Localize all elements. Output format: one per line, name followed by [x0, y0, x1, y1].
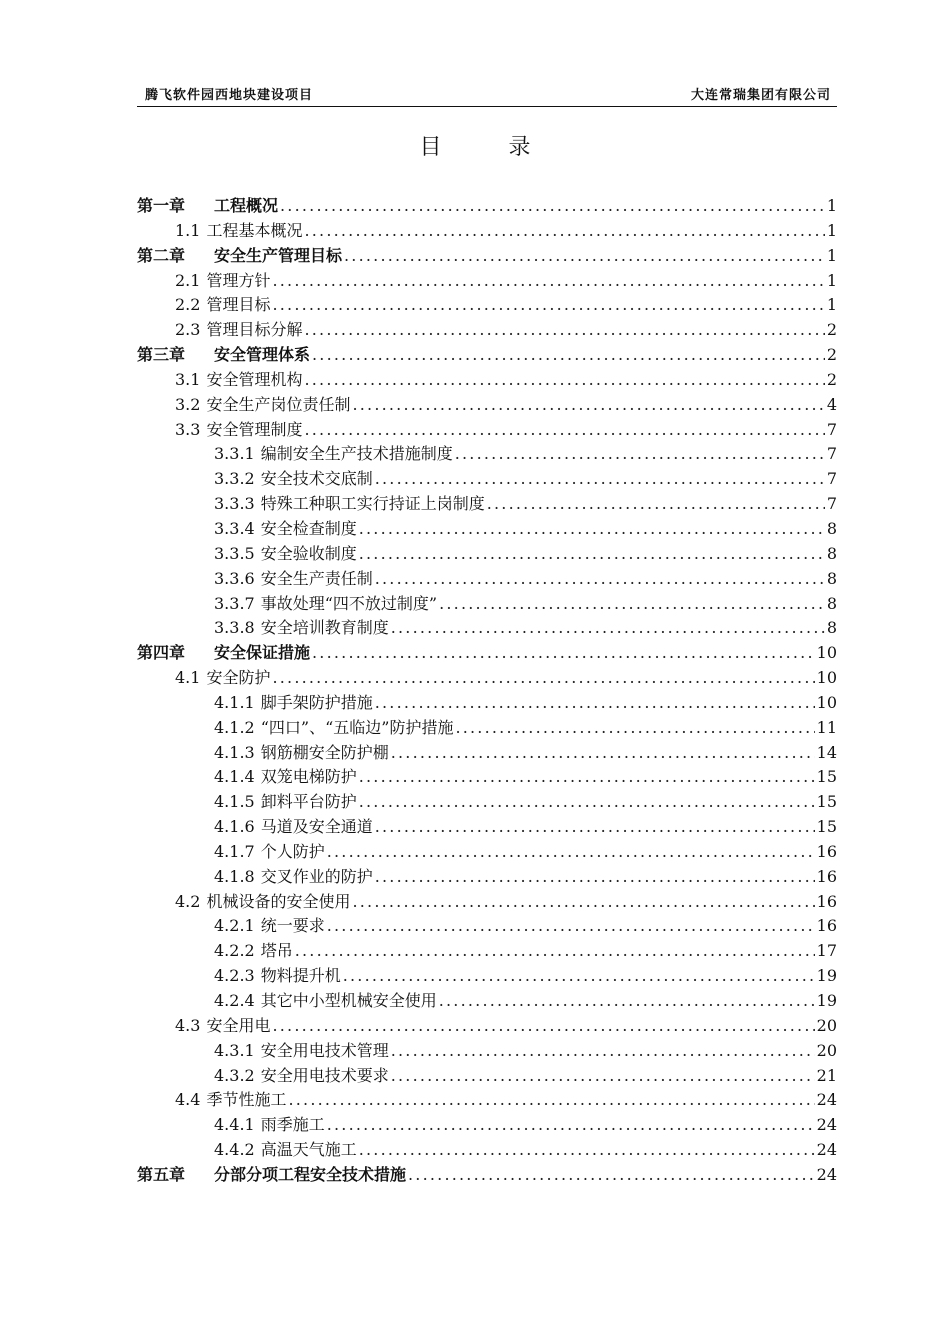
toc-entry-label: 安全管理机构: [206, 369, 303, 389]
toc-entry-label: 安全检查制度: [260, 518, 357, 538]
toc-dot-leader: [439, 989, 815, 1014]
toc-dot-leader: [327, 914, 815, 939]
toc-entry-page: 11: [816, 717, 837, 737]
toc-entry-number: 2.3: [175, 320, 201, 340]
toc-entry-page: 20: [816, 1040, 837, 1060]
toc-entry-number: 3.2: [175, 394, 201, 414]
toc-entry-number: 4.1.5: [214, 792, 255, 812]
toc-entry-number: 3.3.8: [214, 618, 255, 638]
toc-dot-leader: [352, 393, 824, 418]
toc-entry-label: 安全用电技术要求: [260, 1065, 389, 1085]
toc-entry[interactable]: [137, 989, 837, 1014]
toc-dot-leader: [408, 1163, 815, 1188]
toc-dot-leader: [439, 592, 825, 617]
toc-entry-number: 4.1.4: [214, 767, 255, 787]
toc-entry-page: 4: [826, 394, 837, 414]
toc-entry-number: 第一章: [137, 196, 186, 215]
toc-entry-page: 7: [826, 494, 837, 514]
toc-entry-label: 工程概况: [214, 196, 279, 215]
toc-entry-page: 2: [826, 369, 837, 389]
toc-entry-page: 8: [826, 568, 837, 588]
toc-entry[interactable]: [137, 269, 837, 294]
toc-entry-page: 24: [816, 1140, 837, 1160]
toc-entry-label: 安全用电技术管理: [260, 1040, 389, 1060]
toc-entry-page: 8: [826, 618, 837, 638]
toc-dot-leader: [359, 1138, 815, 1163]
toc-entry-label: 雨季施工: [260, 1115, 325, 1135]
toc-dot-leader: [272, 666, 814, 691]
toc-entry[interactable]: [137, 194, 837, 219]
toc-entry-label: 分部分项工程安全技术措施: [214, 1164, 407, 1184]
toc-entry-label: 季节性施工: [206, 1090, 287, 1110]
toc-entry-number: 4.2.4: [214, 991, 255, 1010]
toc-dot-leader: [327, 1113, 815, 1138]
toc-entry[interactable]: [137, 914, 837, 939]
toc-entry-number: 4.2.1: [214, 916, 255, 936]
toc-entry-number: 4.1.6: [214, 817, 255, 837]
toc-entry-label: 塔吊: [260, 941, 293, 961]
toc-dot-leader: [487, 492, 825, 517]
toc-entry[interactable]: [137, 542, 837, 567]
toc-entry-page: 1: [826, 270, 837, 290]
toc-entry-label: 管理目标: [206, 295, 271, 315]
toc-entry[interactable]: [137, 741, 837, 766]
toc-entry-page: 15: [816, 817, 837, 837]
toc-entry-number: 3.3.7: [214, 593, 255, 613]
toc-dot-leader: [391, 1039, 815, 1064]
toc-dot-leader: [272, 293, 824, 318]
toc-entry-label: 脚手架防护措施: [260, 692, 373, 712]
toc-entry-label: 安全生产岗位责任制: [206, 394, 351, 414]
toc-dot-leader: [352, 890, 814, 915]
toc-entry[interactable]: [137, 592, 837, 617]
toc-entry-label: 安全生产管理目标: [214, 245, 343, 265]
toc-dot-leader: [295, 939, 815, 964]
toc-entry-page: 16: [816, 891, 837, 911]
toc-dot-leader: [359, 790, 815, 815]
toc-entry-page: 16: [816, 916, 837, 936]
toc-entry-label: 物料提升机: [260, 966, 341, 986]
toc-entry-label: 安全保证措施: [214, 643, 311, 663]
toc-dot-leader: [312, 641, 815, 666]
toc-entry-label: 安全管理体系: [214, 345, 311, 365]
toc-entry-number: 4.4: [175, 1090, 201, 1110]
toc-entry-page: 24: [816, 1090, 837, 1110]
toc-entry[interactable]: [137, 442, 837, 467]
toc-entry[interactable]: [137, 1113, 837, 1138]
toc-entry[interactable]: [137, 641, 837, 666]
toc-entry-label: 安全生产责任制: [260, 568, 373, 588]
toc-entry-page: 1: [826, 196, 837, 215]
toc-entry-page: 1: [826, 295, 837, 315]
toc-entry-page: 7: [826, 444, 837, 464]
toc-entry-page: 15: [816, 792, 837, 812]
toc-dot-leader: [359, 517, 825, 542]
toc-entry-page: 8: [826, 543, 837, 563]
toc-entry-number: 2.1: [175, 270, 201, 290]
toc-entry-label: 管理方针: [206, 270, 271, 290]
toc-dot-leader: [343, 964, 815, 989]
toc-entry-label: 安全用电: [206, 1015, 271, 1035]
toc-entry-number: 第二章: [137, 245, 186, 265]
toc-dot-leader: [375, 567, 825, 592]
toc-entry-page: 19: [816, 991, 837, 1010]
toc-entry[interactable]: [137, 492, 837, 517]
toc-entry-page: 16: [816, 841, 837, 861]
toc-dot-leader: [272, 269, 824, 294]
toc-entry[interactable]: [137, 691, 837, 716]
toc-entry-number: 3.3.6: [214, 568, 255, 588]
toc-entry[interactable]: [137, 815, 837, 840]
toc-entry-number: 4.1: [175, 668, 201, 688]
toc-entry[interactable]: [137, 666, 837, 691]
toc-entry-label: 事故处理“四不放过制度”: [260, 593, 438, 613]
toc-entry[interactable]: [137, 964, 837, 989]
page-header: [137, 82, 837, 104]
toc-entry[interactable]: [137, 467, 837, 492]
toc-dot-leader: [359, 765, 815, 790]
toc-dot-leader: [375, 691, 815, 716]
toc-entry-page: 21: [816, 1065, 837, 1085]
toc-entry[interactable]: [137, 790, 837, 815]
toc-dot-leader: [375, 467, 825, 492]
toc-title: 目 录: [419, 135, 561, 160]
toc-entry-number: 4.1.2: [214, 717, 255, 737]
toc-entry-label: 卸料平台防护: [260, 792, 357, 812]
toc-entry-label: 马道及安全通道: [260, 817, 373, 837]
toc-dot-leader: [359, 542, 825, 567]
toc-entry-number: 3.3.5: [214, 543, 255, 563]
toc-dot-leader: [304, 318, 824, 343]
toc-entry-label: 统一要求: [260, 916, 325, 936]
toc-entry-number: 4.3.1: [214, 1040, 255, 1060]
toc-entry-label: “四口”、“五临边”防护措施: [260, 717, 454, 737]
toc-entry-label: 机械设备的安全使用: [206, 891, 351, 911]
toc-entry-number: 2.2: [175, 295, 201, 315]
toc-dot-leader: [280, 194, 825, 219]
toc-entry[interactable]: [137, 890, 837, 915]
toc-entry-number: 3.1: [175, 369, 201, 389]
toc-entry[interactable]: [137, 1138, 837, 1163]
toc-dot-leader: [455, 442, 825, 467]
toc-entry[interactable]: [137, 1088, 837, 1113]
toc-entry-page: 10: [816, 668, 837, 688]
toc-entry-page: 1: [826, 245, 837, 265]
toc-entry-label: 安全培训教育制度: [260, 618, 389, 638]
toc-entry-label: 工程基本概况: [206, 220, 303, 240]
toc-entry[interactable]: [137, 318, 837, 343]
toc-entry-page: 24: [816, 1115, 837, 1135]
toc-dot-leader: [304, 219, 824, 244]
toc-entry-page: 14: [816, 742, 837, 762]
toc-dot-leader: [272, 1014, 814, 1039]
toc-entry-number: 4.1.7: [214, 841, 255, 861]
toc-entry-number: 第五章: [137, 1164, 186, 1184]
toc-entry-number: 4.1.1: [214, 692, 255, 712]
toc-entry[interactable]: [137, 716, 837, 741]
toc-entry-number: 4.4.1: [214, 1115, 255, 1135]
toc-entry-number: 4.2.3: [214, 966, 255, 986]
toc-entry-page: 16: [816, 866, 837, 886]
toc-entry-label: 交叉作业的防护: [260, 866, 373, 886]
toc-entry-label: 高温天气施工: [260, 1140, 357, 1160]
toc-entry-page: 20: [816, 1015, 837, 1035]
toc-dot-leader: [391, 1064, 815, 1089]
toc-entry-page: 2: [826, 345, 837, 365]
toc-entry-label: 个人防护: [260, 841, 325, 861]
toc-entry[interactable]: [137, 1163, 837, 1188]
toc-dot-leader: [455, 716, 814, 741]
toc-entry-number: 4.3: [175, 1015, 201, 1035]
toc-entry-page: 8: [826, 593, 837, 613]
toc-dot-leader: [391, 741, 815, 766]
toc-entry[interactable]: [137, 368, 837, 393]
toc-entry-number: 4.2: [175, 891, 201, 911]
toc-entry-label: 双笼电梯防护: [260, 767, 357, 787]
toc-dot-leader: [375, 865, 815, 890]
toc-dot-leader: [391, 616, 825, 641]
toc-entry-label: 安全验收制度: [260, 543, 357, 563]
toc-dot-leader: [288, 1088, 814, 1113]
toc-entry-page: 7: [826, 469, 837, 489]
toc-entry-page: 10: [816, 692, 837, 712]
toc-entry[interactable]: [137, 616, 837, 641]
toc-entry-page: 24: [816, 1164, 837, 1184]
toc-entry[interactable]: [137, 765, 837, 790]
toc-entry-label: 特殊工种职工实行持证上岗制度: [260, 494, 485, 514]
toc-entry-page: 15: [816, 767, 837, 787]
toc-entry-number: 1.1: [175, 220, 201, 240]
toc-entry[interactable]: [137, 567, 837, 592]
toc-entry-page: 7: [826, 419, 837, 439]
header-divider: [137, 106, 837, 107]
toc-dot-leader: [304, 368, 824, 393]
toc-entry-label: 安全技术交底制: [260, 469, 373, 489]
toc-entry[interactable]: [137, 393, 837, 418]
toc-dot-leader: [304, 418, 824, 443]
toc-entry[interactable]: [137, 865, 837, 890]
toc-dot-leader: [327, 840, 815, 865]
toc-entry-number: 3.3.3: [214, 494, 255, 514]
header-project-name: 腾飞软件园西地块建设项目: [145, 88, 314, 103]
toc-entry-number: 4.3.2: [214, 1065, 255, 1085]
toc-entry[interactable]: [137, 1039, 837, 1064]
toc-entry[interactable]: [137, 939, 837, 964]
toc-entry-page: 2: [826, 320, 837, 340]
toc-entry[interactable]: [137, 517, 837, 542]
toc-dot-leader: [344, 244, 825, 269]
toc-entry-page: 8: [826, 518, 837, 538]
toc-entry[interactable]: [137, 1064, 837, 1089]
toc-entry-number: 4.2.2: [214, 941, 255, 961]
toc-dot-leader: [375, 815, 815, 840]
toc-entry[interactable]: [137, 244, 837, 269]
toc-entry[interactable]: [137, 418, 837, 443]
toc-entry-number: 3.3.4: [214, 518, 255, 538]
toc-entry-number: 第四章: [137, 643, 186, 663]
toc-entry[interactable]: [137, 293, 837, 318]
toc-dot-leader: [312, 343, 825, 368]
toc-entry-number: 4.1.3: [214, 742, 255, 762]
toc-entry-label: 编制安全生产技术措施制度: [260, 444, 453, 464]
toc-entry-label: 管理目标分解: [206, 320, 303, 340]
toc-entry-label: 安全防护: [206, 668, 271, 688]
toc-entry[interactable]: [137, 840, 837, 865]
toc-entry-number: 4.4.2: [214, 1140, 255, 1160]
toc-entry-number: 3.3.2: [214, 469, 255, 489]
toc-entry-label: 安全管理制度: [206, 419, 303, 439]
toc-entry-number: 第三章: [137, 345, 186, 365]
toc-entry[interactable]: [137, 219, 837, 244]
header-company-name: 大连常瑞集团有限公司: [690, 88, 831, 103]
toc-entry-page: 1: [826, 220, 837, 240]
toc-entry-number: 3.3: [175, 419, 201, 439]
toc-entry-page: 17: [816, 941, 837, 961]
toc-entry-number: 4.1.8: [214, 866, 255, 886]
table-of-contents: [137, 194, 837, 1188]
toc-entry-number: 3.3.1: [214, 444, 255, 464]
toc-entry-page: 10: [816, 643, 837, 663]
toc-entry-label: 钢筋棚安全防护棚: [260, 742, 389, 762]
toc-entry[interactable]: [137, 1014, 837, 1039]
toc-entry-label: 其它中小型机械安全使用: [260, 991, 437, 1010]
toc-entry-page: 19: [816, 966, 837, 986]
toc-entry[interactable]: [137, 343, 837, 368]
